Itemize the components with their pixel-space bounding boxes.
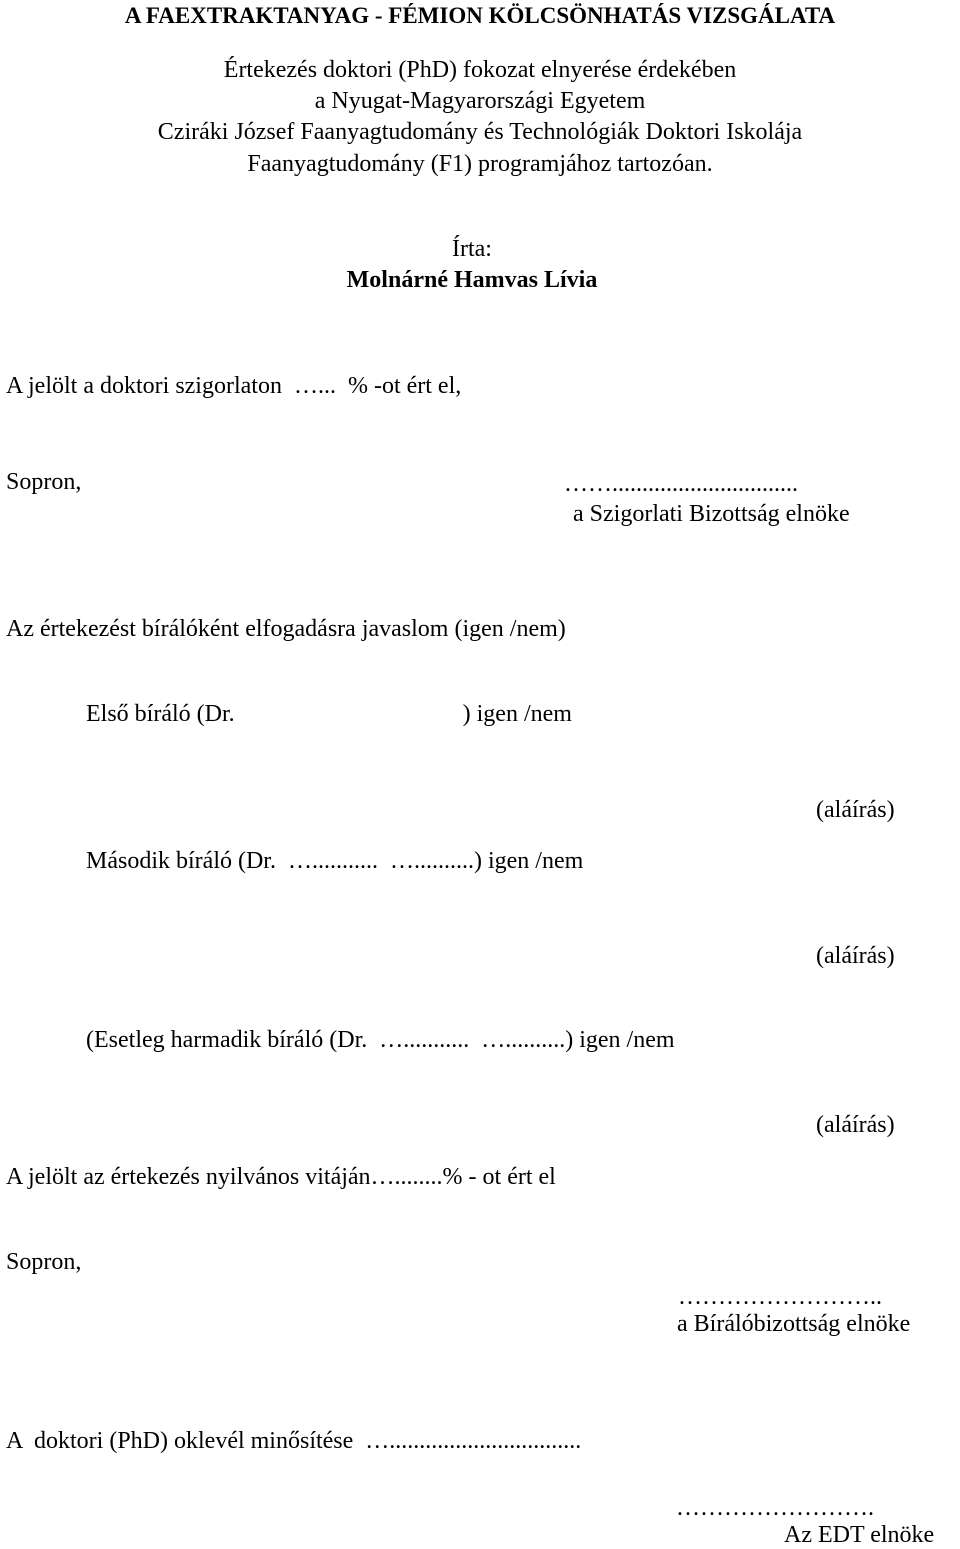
third-reviewer-line: (Esetleg harmadik bíráló (Dr. …........... …..........) igen /nem [86, 1027, 675, 1053]
third-reviewer-signature: (aláírás) [816, 1112, 895, 1138]
defense-place: Sopron, [6, 1249, 82, 1275]
subtitle-line-4: Faanyagtudomány (F1) programjához tartozóan. [247, 151, 713, 177]
second-reviewer-line: Második bíráló (Dr. …........... …..........) igen /nem [86, 848, 584, 874]
document-title: A FAEXTRAKTANYAG - FÉMION KÖLCSÖNHATÁS VIZSGÁLATA [124, 3, 836, 28]
subtitle-line-3: Cziráki József Faanyagtudomány és Technológiák Doktori Iskolája [157, 119, 803, 145]
first-reviewer-line: Első bíráló (Dr. ) igen /nem [86, 701, 572, 727]
defense-result-line: A jelölt az értekezés nyilvános vitáján…........% - ot ért el [6, 1164, 556, 1190]
defense-signature-dots: …………………….. [678, 1284, 882, 1310]
first-reviewer-signature: (aláírás) [816, 797, 895, 823]
subtitle-line-1: Értekezés doktori (PhD) fokozat elnyerése érdekében [223, 57, 737, 83]
reviewers-intro: Az értekezést bírálóként elfogadásra javaslom (igen /nem) [6, 616, 566, 642]
author-label: Írta: [452, 236, 492, 262]
author-name: Molnárné Hamvas Lívia [346, 267, 598, 293]
exam-signature-dots: ……............................... [564, 471, 798, 497]
second-reviewer-signature: (aláírás) [816, 943, 895, 969]
exam-signature-role: a Szigorlati Bizottság elnöke [573, 501, 850, 527]
defense-signature-role: a Bírálóbizottság elnöke [677, 1311, 911, 1337]
diploma-signature-role: Az EDT elnöke [784, 1522, 935, 1548]
diploma-qualification-line: A doktori (PhD) oklevél minősítése …................................ [6, 1428, 582, 1454]
subtitle-line-2: a Nyugat-Magyarországi Egyetem [314, 88, 646, 114]
diploma-signature-dots: ……………………. [676, 1495, 874, 1521]
exam-result-line: A jelölt a doktori szigorlaton …... % -ot ért el, [6, 373, 462, 399]
exam-place: Sopron, [6, 469, 82, 495]
